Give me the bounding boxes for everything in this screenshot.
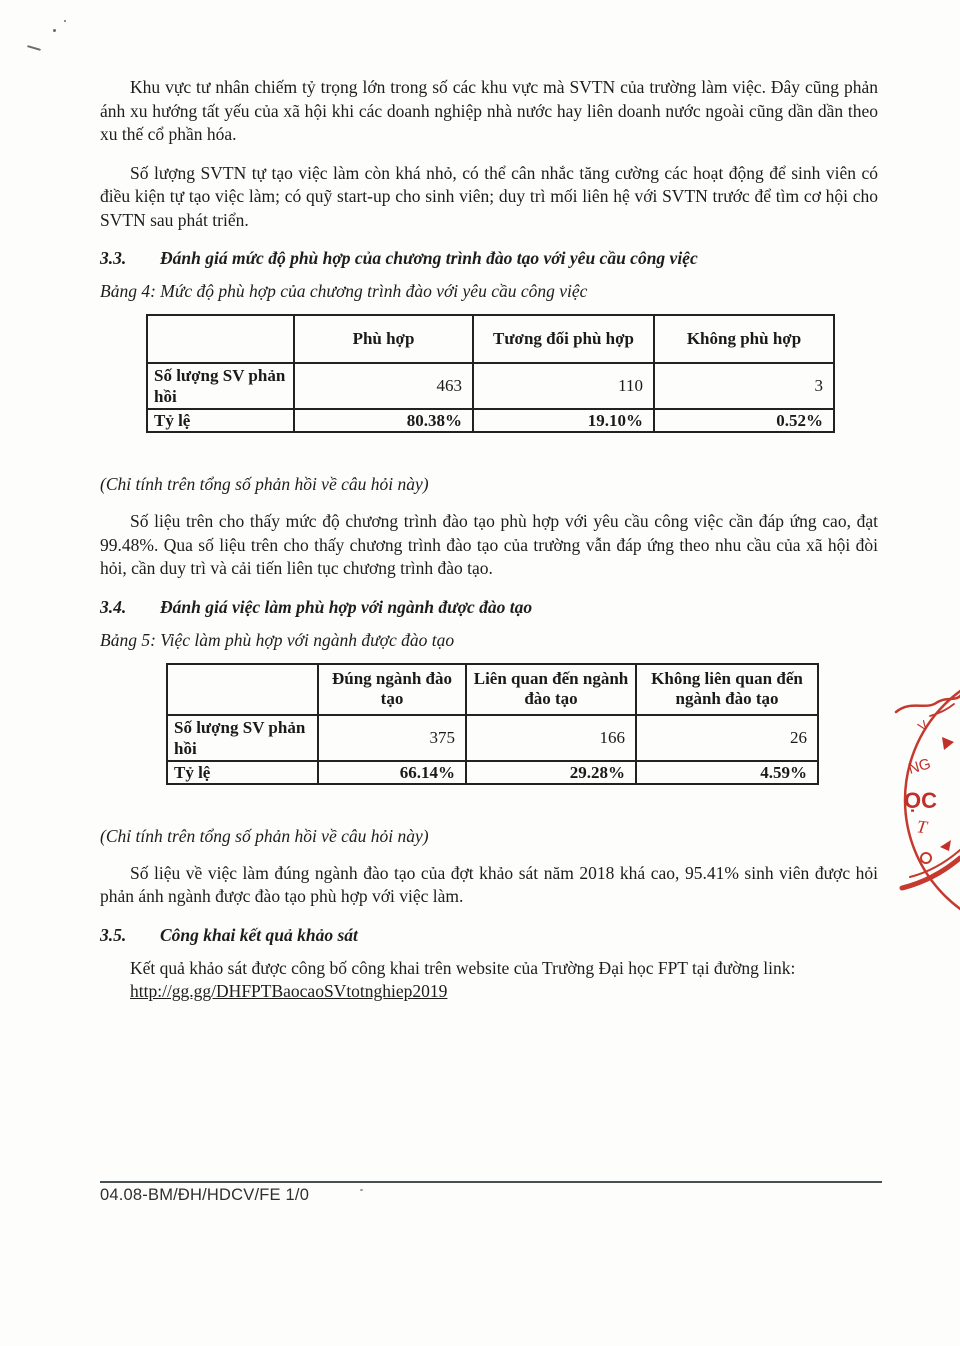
para-publish (100, 957, 878, 1004)
survey-report-link[interactable]: http://gg.gg/DHFPTBaocaoSVtotnghiep2019 (130, 981, 448, 1001)
table4-col-header: Phù hợp (294, 315, 473, 363)
table4-row-label: Tỷ lệ (147, 409, 294, 432)
table4-cell: 3 (654, 363, 834, 409)
section-title: Đánh giá việc làm phù hợp với ngành được đào tạo (160, 596, 533, 617)
note-respondents-1: (Chỉ tính trên tổng số phản hồi về câu hỏi này) (100, 474, 429, 494)
stamp-text-fragment: T (915, 816, 929, 838)
scan-speck (27, 45, 41, 51)
table-row (167, 715, 818, 761)
stamp-scribble (930, 704, 954, 716)
para-major-fit: Số liệu về việc làm đúng ngành đào tạo của đợt khảo sát năm 2018 khá cao, 95.41% sinh viên được hỏi phản ánh ngành được đào tạo phù hợp với việc làm. (100, 862, 878, 906)
page-content (100, 76, 878, 1004)
section-heading-3-5 (100, 924, 878, 947)
section-heading-3-4 (100, 596, 878, 619)
section-title: Đánh giá mức độ phù hợp của chương trình đào tạo với yêu cầu công việc (160, 248, 698, 268)
table4-col-header: Tương đối phù hợp (473, 315, 654, 363)
section-number: 3.4. (100, 596, 127, 617)
table4-cell: 110 (473, 363, 654, 409)
section-heading-3-3 (100, 247, 878, 270)
table5-row-label: Tỷ lệ (167, 761, 318, 784)
stamp-arrow-mark (942, 737, 954, 750)
table4-corner-cell (147, 315, 294, 363)
section-number: 3.3. (100, 248, 127, 268)
stamp-text-fragment: NG (906, 755, 933, 778)
table5-cell: 4.59% (636, 761, 818, 784)
stamp-outer-ring (905, 665, 960, 920)
table5-cell: 26 (636, 715, 818, 761)
table-bang-4 (146, 314, 835, 433)
stamp-arrow-mark (940, 840, 951, 851)
table5-row-label: Số lượng SV phản hồi (167, 715, 318, 761)
publish-sentence: Kết quả khảo sát được công bố công khai trên website của Trường Đại học FPT tại đường link: (130, 957, 796, 978)
table4-col-header: Không phù hợp (654, 315, 834, 363)
table-row (147, 363, 834, 409)
stamp-scribble (896, 695, 960, 712)
table5-cell: 375 (318, 715, 466, 761)
table5-cell: 166 (466, 715, 636, 761)
table5-cell: 29.28% (466, 761, 636, 784)
footer-doc-code: 04.08-BM/ĐH/HDCV/FE 1/0 (100, 1186, 310, 1204)
table4-row-label: Số lượng SV phản hồi (147, 363, 294, 409)
scan-speck (360, 1189, 363, 1191)
table4-cell: 463 (294, 363, 473, 409)
table4-cell: 19.10% (473, 409, 654, 432)
stamp-bottom-arc-thin (910, 850, 960, 877)
table-row (147, 409, 834, 432)
stamp-text-fragment: ỌC (904, 788, 937, 813)
table4-cell: 0.52% (654, 409, 834, 432)
table-row (167, 761, 818, 784)
scan-speck (53, 29, 56, 32)
table5-col-header: Không liên quan đến ngành đào tạo (636, 664, 818, 715)
table5-col-header: Đúng ngành đào tạo (318, 664, 466, 715)
para-self-employment: Số lượng SVTN tự tạo việc làm còn khá nhỏ, có thể cân nhắc tăng cường các hoạt động để sinh viên có điều kiện tự tạo việc làm; có quỹ start-up cho sinh viên; duy trì mối liên hệ với SVTN trước để tìm cơ hội cho SVTN sau phát triển. (100, 162, 878, 230)
table-bang-5 (166, 663, 819, 785)
table-caption-bang-4: Bảng 4: Mức độ phù hợp của chương trình đào với yêu cầu công việc (100, 281, 588, 301)
para-private-sector: Khu vực tư nhân chiếm tỷ trọng lớn trong số các khu vực mà SVTN của trường làm việc. Đây cũng phản ánh xu hướng tất yếu của xã hội khi các doanh nghiệp nhà nước hay liên doanh nước ngoài cũng dần dần theo xu thế cổ phần hóa. (100, 77, 878, 144)
table-caption-bang-5: Bảng 5: Việc làm phù hợp với ngành được đào tạo (100, 629, 455, 650)
stamp-text-fragment: V (915, 717, 931, 735)
table5-corner-cell (167, 664, 318, 715)
para-program-fit: Số liệu trên cho thấy mức độ chương trình đào tạo phù hợp với yêu cầu công việc cần đáp ứng cao, đạt 99.48%. Qua số liệu trên cho thấy chương trình đào tạo của trường vẫn đáp ứng theo nhu cầu của xã hội đòi hỏi, cần duy trì và cải tiến liên tục chương trình đào tạo. (100, 511, 878, 578)
note-respondents-2: (Chỉ tính trên tổng số phản hồi về câu hỏi này) (100, 825, 429, 846)
section-number: 3.5. (100, 924, 127, 945)
table5-col-header: Liên quan đến ngành đào tạo (466, 664, 636, 715)
stamp-o-mark (921, 853, 931, 863)
table4-cell: 80.38% (294, 409, 473, 432)
scan-speck (64, 20, 66, 22)
section-title: Công khai kết quả khảo sát (160, 924, 358, 945)
stamp-bottom-arc-thick (902, 858, 960, 888)
footer-divider (100, 1181, 882, 1183)
table5-cell: 66.14% (318, 761, 466, 784)
